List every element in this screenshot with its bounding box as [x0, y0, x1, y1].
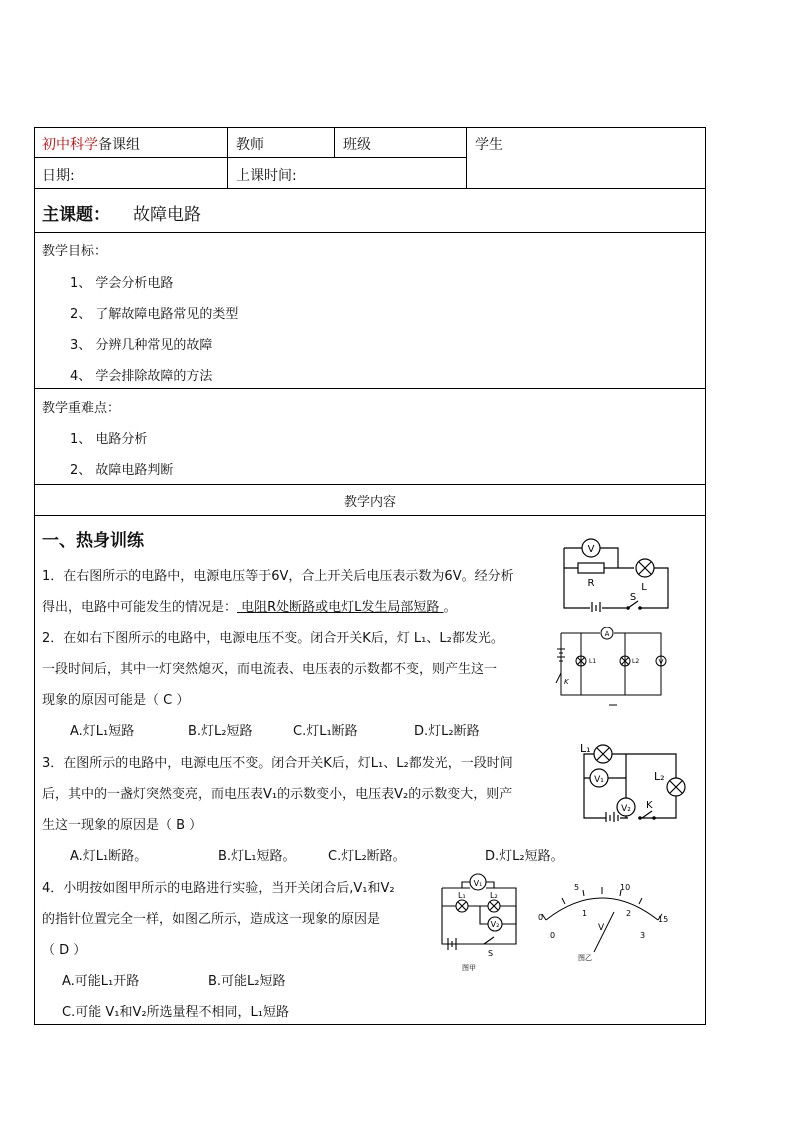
circuit-figure-1 — [556, 530, 674, 612]
switch-label: S — [629, 592, 637, 603]
q3-option: C.灯L₂断路。 — [328, 849, 406, 864]
row-divider — [34, 157, 467, 158]
voltmeter1-label: V₁ — [473, 879, 483, 888]
org-name-red: 初中科学 — [42, 137, 98, 153]
circuit-figure-3 — [576, 740, 688, 822]
time-label: 上课时间: — [236, 168, 297, 184]
q2-option: A.灯L₁短路 — [70, 724, 135, 739]
lamp2-label: L2 — [632, 658, 640, 665]
resistor-label: R — [587, 578, 595, 589]
student-label: 学生 — [475, 137, 503, 153]
q1-line2 — [42, 596, 457, 615]
row-divider — [34, 515, 706, 516]
figure-caption: 图甲 — [462, 964, 476, 972]
voltmeter2-label: V₂ — [490, 920, 500, 929]
q2-option: D.灯L₂断路 — [414, 724, 480, 739]
q4-line: （ D ） — [42, 943, 87, 958]
scale-bottom-tick: 0 — [550, 931, 556, 940]
content-heading: 教学内容 — [343, 495, 396, 510]
goal-item: 4、 学会排除故障的方法 — [70, 369, 213, 384]
goal-item: 1、 学会分析电路 — [70, 276, 174, 291]
col-divider — [227, 127, 228, 188]
voltmeter1-label: V₁ — [594, 775, 604, 785]
q4-line: 4．小明按如图甲所示的电路进行实验，当开关闭合后,V₁和V₂ — [42, 881, 395, 896]
org-cell — [42, 134, 140, 154]
goal-item: 3、 分辨几种常见的故障 — [70, 338, 213, 353]
q1-line: 1．在右图所示的电路中，电源电压等于6V，合上开关后电压表示数为6V。经分析 — [42, 569, 514, 584]
switch-label: K — [564, 678, 569, 686]
q4-option: A.可能L₁开路 — [62, 974, 140, 989]
voltmeter2-label: V₂ — [621, 804, 631, 814]
goal-item: 2、 了解故障电路常见的类型 — [70, 307, 239, 322]
circuit-figure-4 — [436, 868, 522, 974]
dial-unit-label: V — [598, 923, 605, 933]
q2-option: C.灯L₁断路 — [293, 724, 358, 739]
scale-bottom-tick: 2 — [626, 909, 632, 918]
switch-label: K — [646, 800, 653, 811]
keypoints-heading: 教学重难点： — [42, 401, 121, 416]
org-name-rest: 备课组 — [98, 137, 140, 153]
q4-option: B.可能L₂短路 — [208, 974, 286, 989]
q3-line: 后，其中的一盏灯突然变亮，而电压表V₁的示数变小，电压表V₂的示数变大，则产 — [42, 787, 513, 802]
q2-line: 现象的原因可能是（ C ） — [42, 693, 190, 708]
ammeter-label: A — [604, 630, 610, 638]
topic-title: 故障电路 — [133, 205, 201, 225]
lamp2-label: L₂ — [654, 770, 665, 783]
q2-line: 一段时间后，其中一灯突然熄灭，而电流表、电压表的示数都不变，则产生这一 — [42, 662, 498, 677]
q3-option: B.灯L₁短路。 — [218, 849, 296, 864]
row-divider — [34, 484, 706, 485]
scale-top-tick: 15 — [658, 915, 669, 924]
scale-top-tick: 0 — [538, 913, 544, 922]
scale-bottom-tick: 1 — [582, 909, 588, 918]
q2-line: 2．在如右下图所示的电路中，电源电压不变。闭合开关K后，灯 L₁、L₂都发光。 — [42, 631, 504, 646]
q2-option: B.灯L₂短路 — [188, 724, 253, 739]
lamp2-label: L₂ — [490, 891, 498, 900]
circuit-figure-2 — [553, 627, 673, 709]
q4-line: 的指针位置完全一样，如图乙所示，造成这一现象的原因是 — [42, 912, 381, 927]
q4-option: C.可能 V₁和V₂所选量程不相同，L₁短路 — [62, 1005, 290, 1020]
q3-line: 3．在图所示的电路中，电源电压不变。闭合开关K后，灯L₁、L₂都发光，一段时间 — [42, 756, 513, 771]
topic-label: 主课题： — [42, 205, 110, 225]
q3-option: A.灯L₁断路。 — [70, 849, 148, 864]
row-divider — [34, 232, 706, 233]
voltmeter-dial-figure — [532, 880, 672, 964]
section-title: 一、热身训练 — [42, 531, 144, 551]
voltmeter-label: V — [658, 658, 664, 666]
lamp1-label: L₁ — [580, 742, 591, 755]
q3-option: D.灯L₂短路。 — [485, 849, 564, 864]
lamp1-label: L₁ — [458, 891, 466, 900]
lamp1-label: L1 — [589, 658, 597, 665]
lamp-label: L — [641, 582, 647, 593]
voltmeter-label: V — [587, 544, 595, 555]
col-divider — [466, 127, 467, 188]
q1-prefix: 得出，电路中可能发生的情况是： — [42, 600, 238, 615]
keypoint-item: 1、 电路分析 — [70, 432, 148, 447]
goals-heading: 教学目标： — [42, 244, 108, 259]
scale-top-tick: 10 — [620, 883, 631, 892]
class-label: 班级 — [343, 137, 371, 153]
row-divider — [34, 388, 706, 389]
col-divider — [334, 127, 335, 158]
q1-suffix: 。 — [443, 600, 457, 615]
row-divider — [34, 188, 706, 189]
keypoint-item: 2、 故障电路判断 — [70, 463, 174, 478]
date-label: 日期: — [42, 168, 75, 184]
scale-bottom-tick: 3 — [640, 931, 646, 940]
q3-line: 生这一现象的原因是（ B ） — [42, 818, 203, 833]
figure-caption: 图乙 — [578, 954, 592, 962]
scale-top-tick: 5 — [574, 883, 580, 892]
switch-label: S — [488, 949, 494, 958]
teacher-label: 教师 — [236, 137, 264, 153]
q1-answer: 电阻R处断路或电灯L发生局部短路 — [237, 600, 444, 615]
